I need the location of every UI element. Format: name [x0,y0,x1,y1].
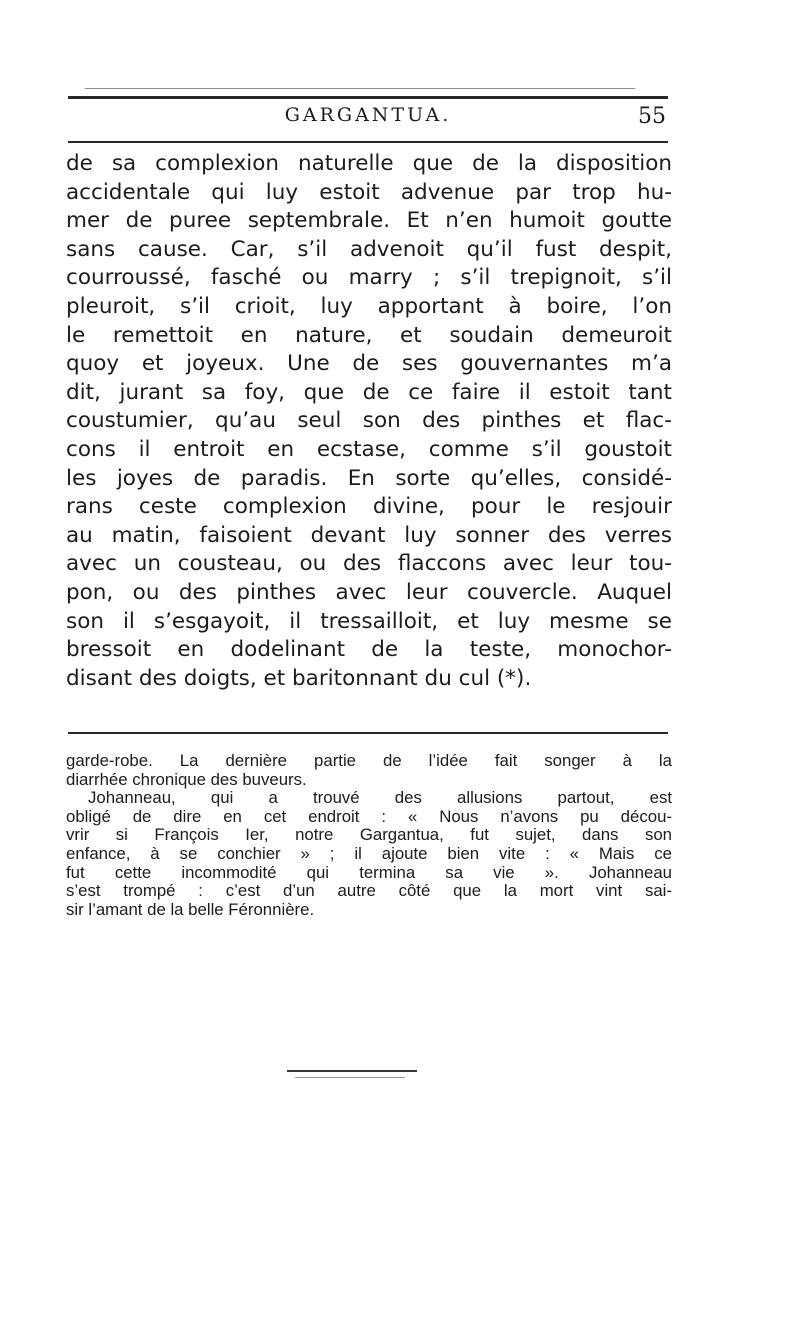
header-rule-thin [85,88,635,89]
footnotes [66,752,672,919]
body-line: pleuroit, s’il crioit, luy apportant à boire, l’on [66,293,672,319]
body-line: coustumier, qu’au seul son des pinthes et flac- [66,408,672,434]
body-text [66,150,672,693]
footnote-separator [68,732,668,734]
body-line: dit, jurant sa foy, que de ce faire il estoit tant [66,379,672,405]
body-line: avec un cousteau, ou des flaccons avec leur tou- [66,551,672,577]
body-line: au matin, faisoient devant luy sonner des verres [66,522,672,548]
footnote-line: Johanneau, qui a trouvé des allusions partout, est [88,788,672,808]
footnote-line: diarrhée chronique des buveurs. [66,769,307,789]
header-rule-top [68,96,668,99]
body-line: les joyes de paradis. En sorte qu’elles, considé- [66,465,672,491]
page-number: 55 [638,104,666,129]
footnote-line: obligé de dire en cet endroit : « Nous n’avons pu décou- [66,806,672,826]
header-rule-bottom [68,141,668,143]
body-line: le remettoit en nature, et soudain demeuroit [66,322,672,348]
body-line: bressoit en dodelinant de la teste, monochor- [66,637,672,663]
body-line: pon, ou des pinthes avec leur couvercle. Auquel [66,579,672,605]
body-line: son il s’esgayoit, il tressailloit, et luy mesme se [66,608,672,634]
body-line: disant des doigts, et baritonnant du cul (*). [66,665,532,691]
running-header [68,104,668,134]
body-line: cons il entroit en ecstase, comme s’il goustoit [66,436,672,462]
body-line: accidentale qui luy estoit advenue par trop hu- [66,179,672,205]
footnote-line: sir l’amant de la belle Féronnière. [66,899,315,919]
body-line: quoy et joyeux. Une de ses gouvernantes m’a [66,351,672,377]
footnote-line: s’est trompé : c’est d’un autre côté que la mort vint sai- [66,881,672,901]
footnote-line: vrir si François Ier, notre Gargantua, fut sujet, dans son [66,825,672,845]
body-line: courroussé, fasché ou marry ; s’il trepignoit, s’il [66,265,672,291]
end-rule-thin [295,1077,405,1078]
end-rule [287,1070,417,1072]
running-title: GARGANTUA. [284,104,452,126]
footnote-line: fut cette incommodité qui termina sa vie ». Johanneau [66,862,672,882]
footnote-line: enfance, à se conchier » ; il ajoute bien vite : « Mais ce [66,843,672,863]
body-line: de sa complexion naturelle que de la disposition [66,151,672,176]
body-line: mer de puree septembrale. Et n’en humoit goutte [66,208,672,234]
footnote-line: garde-robe. La dernière partie de l’idée fait songer à la [66,751,672,770]
body-line: sans cause. Car, s’il advenoit qu’il fust despit, [66,236,672,262]
body-line: rans ceste complexion divine, pour le resjouir [66,494,672,520]
